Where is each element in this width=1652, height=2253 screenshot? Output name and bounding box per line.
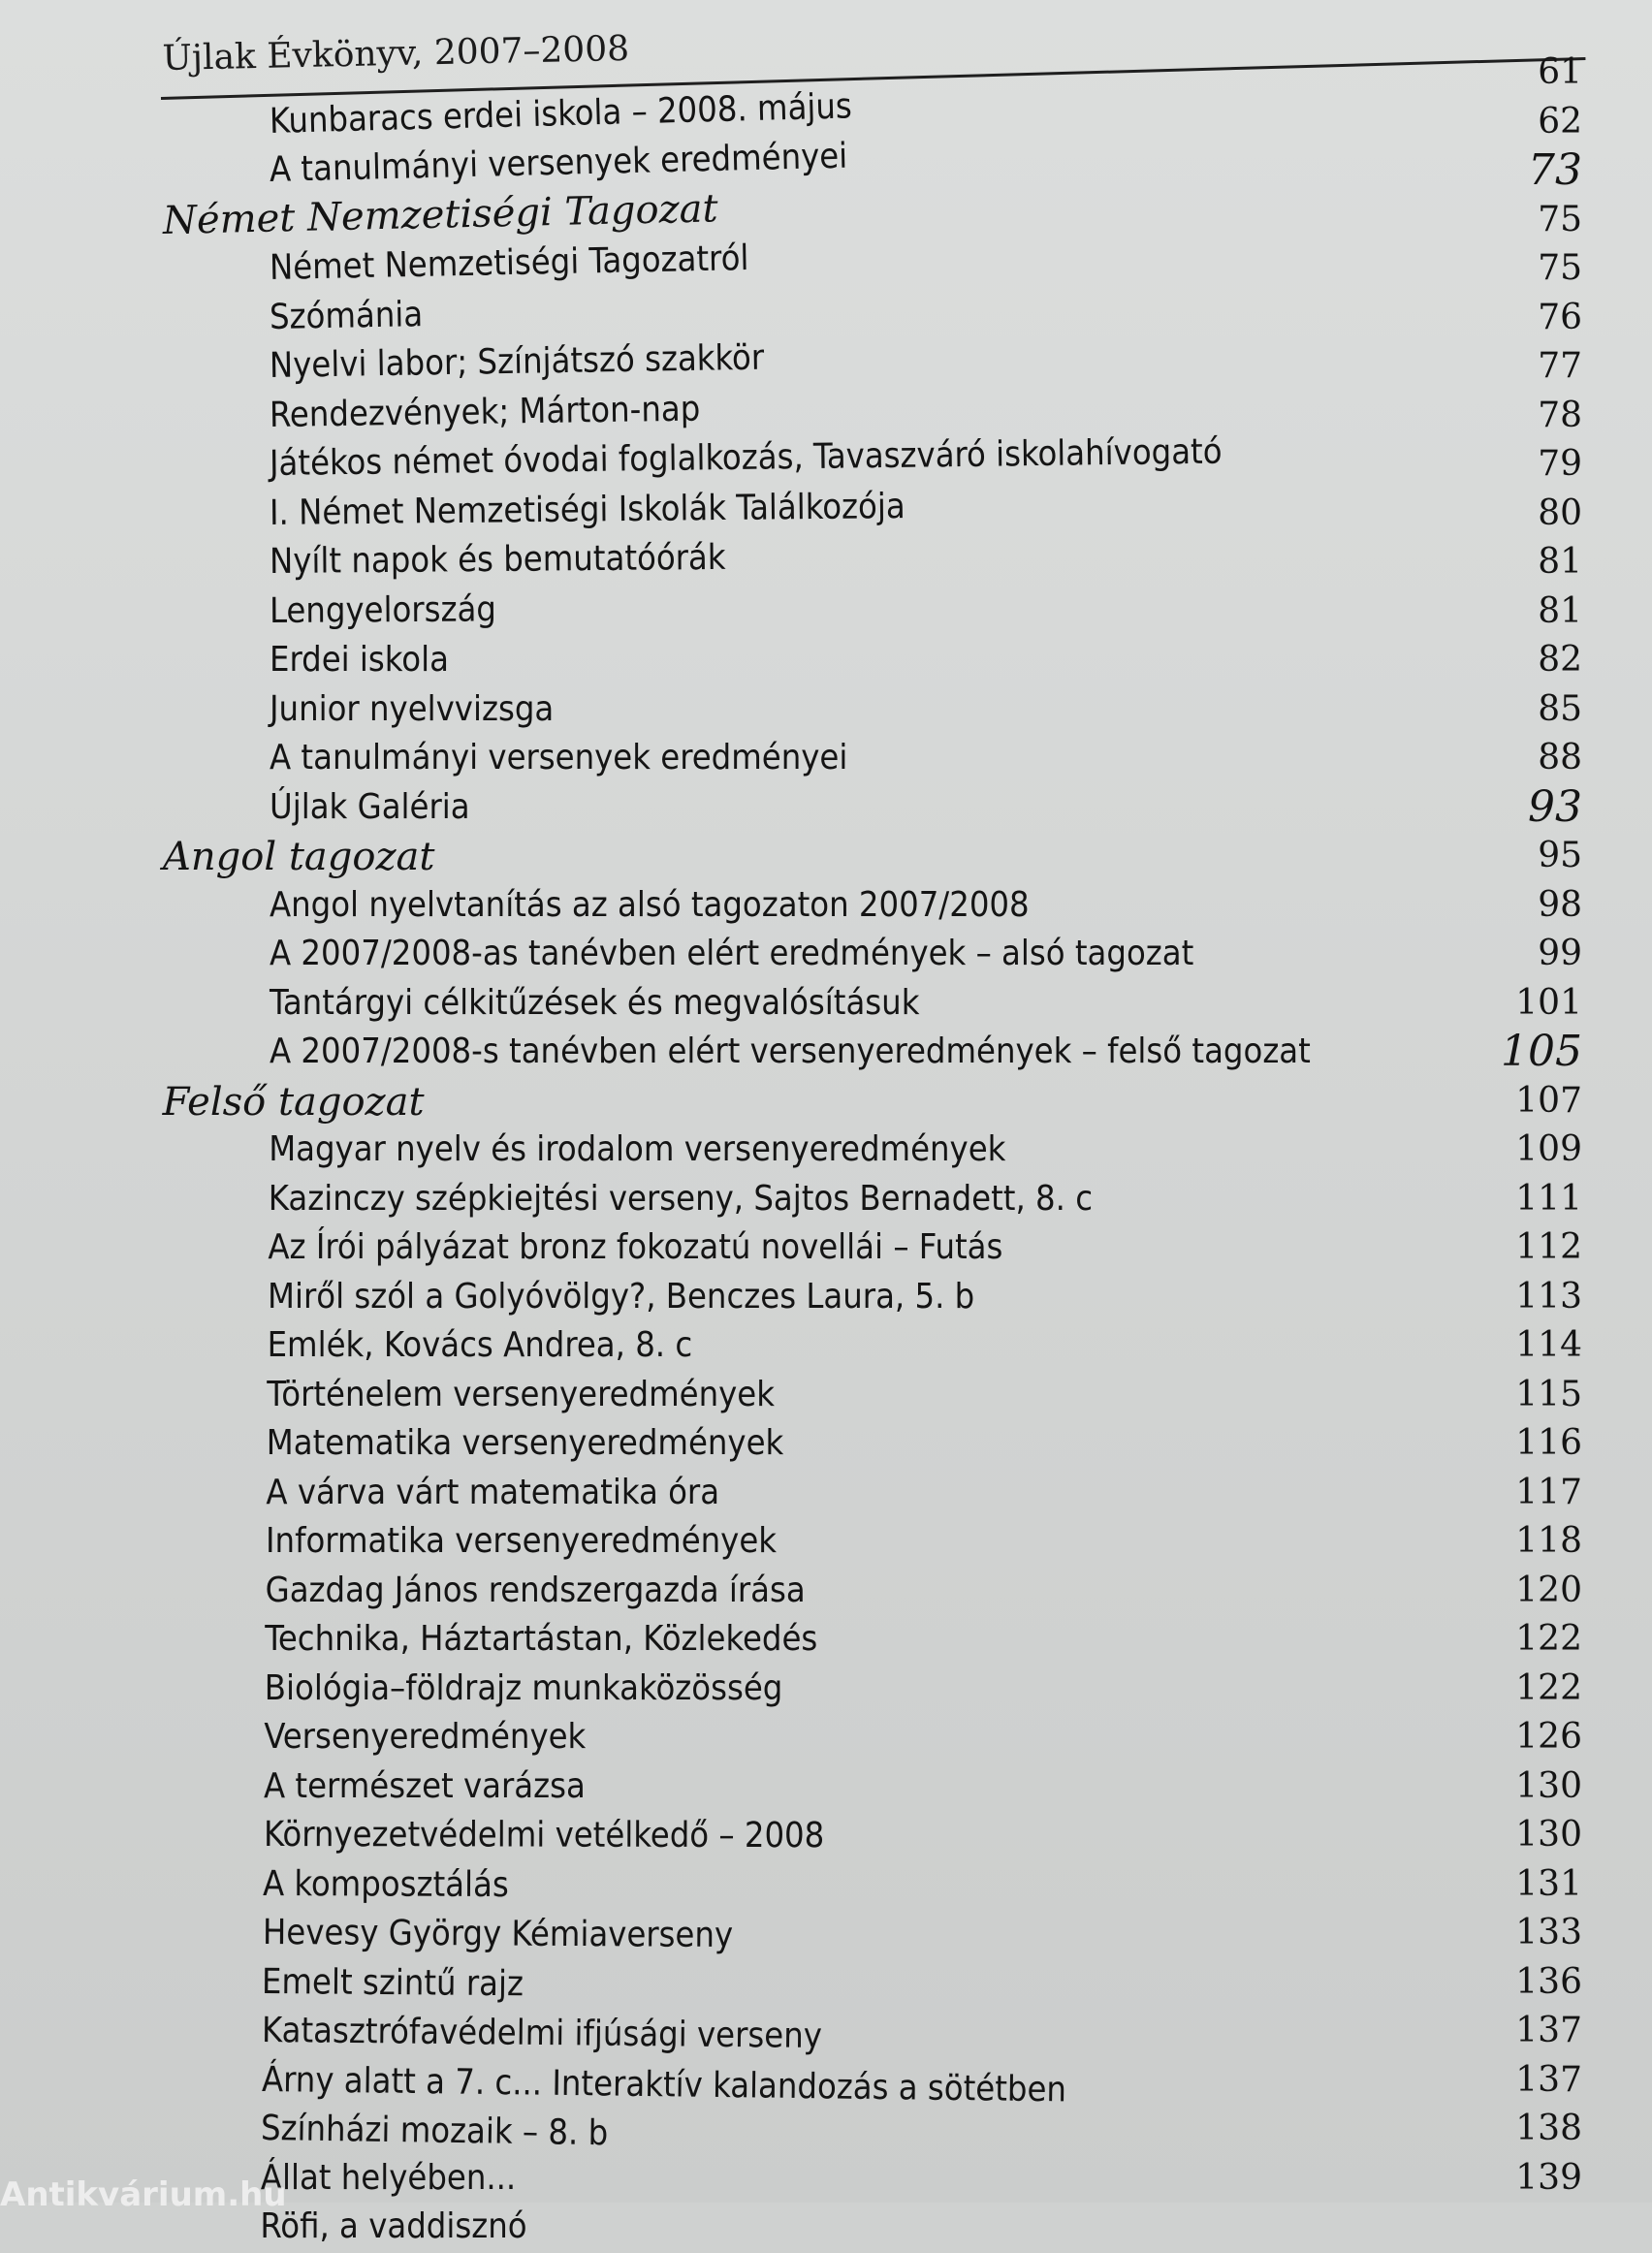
toc-entry-title: Színházi mozaik – 8. b: [260, 2109, 609, 2154]
toc-entry-title: A várva várt matematika óra: [266, 1472, 720, 1512]
toc-entry-title: Játékos német óvodai foglalkozás, Tavaszváró iskolahívogató: [269, 431, 1223, 484]
toc-entry-title: Környezetvédelmi vetélkedő – 2008: [263, 1815, 824, 1856]
toc-entry-title: Árny alatt a 7. c... Interaktív kalandozás a sötétben: [261, 2059, 1066, 2110]
toc-entry-title: Kazinczy szépkiejtési verseny, Sajtos Bernadett, 8. c: [268, 1178, 1094, 1219]
toc-entry-title: Német Nemzetiségi Tagozatról: [269, 238, 749, 288]
toc-page-number: 77: [1538, 346, 1582, 386]
toc-entry-row: [0, 981, 1652, 1030]
toc-entry-title: Biológia–földrajz munkaközösség: [264, 1667, 783, 1708]
toc-page-number: 80: [1538, 492, 1582, 533]
toc-entry-title: Angol nyelvtanítás az alsó tagozaton 2007/2008: [270, 884, 1030, 925]
toc-entry-title: Kunbaracs erdei iskola – 2008. május: [269, 85, 853, 142]
toc-page-number: 75: [1538, 248, 1582, 288]
toc-entry-row: [0, 1027, 1652, 1078]
toc-entry-row: [0, 296, 1652, 344]
toc-entry-row: [0, 1666, 1652, 1715]
toc-entry-title: Katasztrófavédelmi ifjúsági verseny: [261, 2011, 823, 2057]
toc-page-number: 73: [1528, 145, 1582, 195]
toc-entry-row: [0, 1617, 1652, 1666]
toc-page-number: 82: [1538, 640, 1582, 680]
toc-entry-title: Magyar nyelv és irodalom versenyeredmények: [269, 1129, 1006, 1169]
toc-entry-row: [0, 1715, 1652, 1763]
toc-entry-row: [0, 687, 1652, 736]
toc-page-number: 115: [1515, 1374, 1582, 1414]
toc-entry-row: [0, 736, 1652, 784]
toc-entry-row: [0, 136, 1652, 197]
toc-entry-title: A 2007/2008-s tanévben elért versenyeredmények – felső tagozat: [270, 1031, 1311, 1071]
toc-entry-row: [0, 1471, 1652, 1519]
toc-entry-title: Szómánia: [269, 294, 424, 337]
toc-page-number: 62: [1538, 101, 1582, 142]
toc-entry-row: [0, 431, 1652, 491]
toc-section-row: [0, 185, 1652, 246]
toc-entry-row: [0, 1862, 1652, 1911]
watermark: Antikvárium.hu: [0, 2175, 287, 2214]
toc-entry-row: [0, 1225, 1652, 1274]
toc-entry-row: [0, 1960, 1652, 2009]
toc-entry-row: [0, 1911, 1652, 1959]
toc-entry-title: Tantárgyi célkitűzések és megvalósításuk: [270, 982, 920, 1023]
toc-entry-row: [0, 2058, 1652, 2110]
toc-page-number: 105: [1501, 1027, 1582, 1076]
toc-entry-title: Történelem versenyeredmények: [267, 1374, 775, 1414]
toc-entry-row: [0, 537, 1652, 588]
toc-entry-row: [0, 1764, 1652, 1813]
toc-entry-title: A komposztálás: [263, 1863, 510, 1905]
toc-page-number: 109: [1515, 1129, 1582, 1169]
toc-page-number: 95: [1538, 836, 1582, 875]
toc-entry-row: [0, 1373, 1652, 1421]
toc-page-number: 120: [1515, 1570, 1582, 1610]
toc-entry-row: [0, 1813, 1652, 1861]
toc-page-number: 139: [1515, 2157, 1582, 2198]
toc-entry-row: [0, 486, 1652, 540]
toc-page-number: 111: [1515, 1178, 1582, 1219]
toc-page-number: 88: [1538, 738, 1582, 777]
toc-entry-row: [0, 337, 1652, 393]
toc-page-number: 79: [1538, 444, 1582, 484]
toc-entry-title: Nyelvi labor; Színjátszó szakkör: [269, 337, 765, 386]
toc-entry-title: Az Írói pályázat bronz fokozatú novellái – Futás: [268, 1227, 1003, 1267]
toc-page-number: 137: [1515, 2011, 1582, 2050]
toc-page-number: 118: [1515, 1521, 1582, 1561]
toc-entry-row: [0, 1177, 1652, 1225]
toc-entry-title: Technika, Háztartástan, Közlekedés: [265, 1619, 818, 1659]
toc-entry-row: [0, 2107, 1652, 2155]
toc-page-number: 114: [1515, 1325, 1582, 1365]
toc-entry-title: Miről szól a Golyóvölgy?, Benczes Laura, 5. b: [268, 1276, 975, 1317]
toc-section-row: [0, 1079, 1652, 1127]
toc-entry-row: [0, 638, 1652, 686]
toc-entry-title: Emlék, Kovács Andrea, 8. c: [267, 1325, 693, 1365]
toc-page-number: 81: [1538, 590, 1582, 631]
toc-entry-title: Matematika versenyeredmények: [266, 1423, 784, 1463]
toc-page-number: 137: [1515, 2059, 1582, 2100]
toc-entry-title: Rendezvények; Márton-nap: [269, 389, 701, 435]
toc-page-number: 130: [1515, 1815, 1582, 1855]
toc-page-number: 116: [1515, 1423, 1582, 1463]
toc-section-title: Német Nemzetiségi Tagozat: [162, 185, 719, 243]
toc-page-number: 61: [1538, 52, 1582, 92]
toc-page-number: 98: [1538, 884, 1582, 925]
toc-entry-title: Állat helyében...: [260, 2157, 517, 2198]
toc-entry-row: [0, 1569, 1652, 1617]
toc-entry-title: Nyílt napok és bemutatóórák: [269, 537, 726, 582]
toc-entry-title: Lengyelország: [269, 588, 497, 631]
toc-entry-title: Röfi, a vaddisznó: [260, 2206, 527, 2246]
toc-entry-title: Gazdag János rendszergazda írása: [265, 1570, 806, 1610]
toc-entry-row: [0, 1519, 1652, 1568]
toc-entry-title: A természet varázsa: [264, 1765, 586, 1806]
toc-page-number: 138: [1515, 2109, 1582, 2148]
toc-entry-row: [0, 1127, 1652, 1176]
toc-entry-row: [0, 781, 1652, 834]
toc-entry-title: Versenyeredmények: [264, 1717, 587, 1757]
running-header-title: Újlak Évkönyv, 2007–2008: [162, 28, 630, 79]
toc-entry-title: A 2007/2008-as tanévben elért eredmények – alsó tagozat: [270, 934, 1194, 973]
toc-entry-title: A tanulmányi versenyek eredményei: [269, 136, 848, 190]
toc-page-number: 130: [1515, 1765, 1582, 1806]
toc-entry-title: I. Német Nemzetiségi Iskolák Találkozója: [269, 486, 905, 533]
toc-entry-row: [0, 883, 1652, 932]
toc-page-number: 81: [1538, 542, 1582, 582]
toc-page-number: 101: [1515, 982, 1582, 1023]
toc-page-number: 122: [1515, 1667, 1582, 1708]
toc-page-number: 136: [1515, 1961, 1582, 2002]
toc-entry-row: [0, 932, 1652, 980]
toc-entry-row: [0, 1421, 1652, 1470]
toc-page-number: 113: [1515, 1276, 1582, 1317]
toc-entry-row: [0, 589, 1652, 638]
toc-entry-row: [0, 2009, 1652, 2057]
toc-page-number: 85: [1538, 688, 1582, 729]
toc-entry-title: Erdei iskola: [270, 640, 449, 680]
toc-page-number: 117: [1515, 1472, 1582, 1512]
toc-page-number: 93: [1528, 781, 1582, 832]
toc-page-number: 131: [1515, 1863, 1582, 1904]
toc-page-number: 133: [1515, 1913, 1582, 1952]
toc-page-number: 107: [1515, 1080, 1582, 1121]
toc-entry-title: A tanulmányi versenyek eredményei: [270, 738, 848, 777]
toc-section-title: Angol tagozat: [163, 835, 435, 879]
toc-entry-title: Hevesy György Kémiaverseny: [262, 1913, 734, 1956]
toc-page-number: 75: [1538, 199, 1582, 239]
toc-entry-row: [0, 238, 1652, 295]
toc-page-number: 112: [1515, 1227, 1582, 1267]
toc-entry-row: [0, 1275, 1652, 1323]
toc-page-number: 122: [1515, 1619, 1582, 1659]
toc-page-number: 126: [1515, 1717, 1582, 1757]
toc-entry-row: [0, 1323, 1652, 1372]
toc-entry-title: Junior nyelvvizsga: [270, 688, 555, 729]
toc-page-number: 78: [1538, 395, 1582, 435]
toc-page-number: 99: [1538, 934, 1582, 973]
toc-page-number: 76: [1538, 297, 1582, 337]
toc-entry-title: Újlak Galéria: [270, 786, 470, 827]
toc-entry-title: Emelt szintű rajz: [262, 1961, 524, 2004]
toc-entry-title: Informatika versenyeredmények: [266, 1521, 778, 1561]
toc-section-row: [0, 834, 1652, 882]
toc-section-title: Felső tagozat: [162, 1079, 425, 1125]
